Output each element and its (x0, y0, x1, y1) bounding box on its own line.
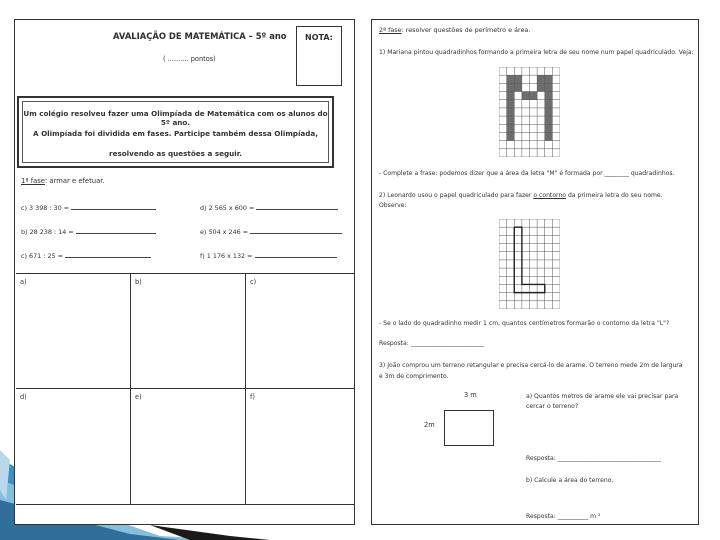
question-3a-answer: Resposta: __________________________________ (526, 455, 662, 462)
phase1-heading (21, 178, 105, 186)
dimension-top: 3 m (464, 391, 477, 399)
work-grid (16, 273, 354, 505)
cell-f-label: f) (250, 393, 255, 401)
problem-b: b) 28 238 : 14 = (21, 227, 156, 236)
question-1: 1) Mariana pintou quadradinhos formando a primeira letra de seu nome num papel quadriculado. Veja: (379, 49, 694, 56)
phase2-instruction: : resolver questões de perímetro e área. (401, 26, 531, 34)
dimension-left: 2m (424, 421, 435, 429)
worksheet-title: AVALIAÇÃO DE MATEMÁTICA – 5º ano (113, 31, 287, 41)
question-2-line-2: Observe: (379, 202, 407, 209)
cell-a-label: a) (20, 278, 27, 286)
intro-line-3: resolvendo as questões a seguir. (109, 149, 242, 158)
letter-l-grid (499, 219, 560, 309)
question-3-line-1: 3) João comprou um terreno retangular e precisa cercá-lo de arame. O terreno mede 2m de largura (379, 362, 683, 369)
intro-box (17, 96, 334, 168)
problem-c: c) 3 398 : 30 = (21, 203, 156, 212)
terrain-rectangle (444, 410, 494, 446)
problem-e: e) 504 x 246 = (200, 227, 342, 236)
question-3-line-2: e 3m de comprimento. (379, 373, 449, 380)
question-3b-answer: Resposta: __________ m ² (526, 513, 601, 520)
problem-c2: c) 671 : 25 = (21, 251, 151, 260)
question-1-complete: - Complete a frase: podemos dizer que a área da letra "M" é formada por ________ quadradinhos. (379, 170, 675, 177)
intro-line-1: Um colégio resolveu fazer uma Olimpíada de Matemática com os alunos do 5º ano. (23, 109, 328, 127)
intro-line-2: A Olimpíada foi dividida em fases. Participe também dessa Olimpíada, (33, 129, 318, 138)
question-2-line-1: 2) Leonardo usou o papel quadriculado para fazer o contorno da primeira letra do seu nome. (379, 192, 663, 199)
phase2-label: 2ª fase (379, 26, 402, 34)
question-3b: b) Calcule a área do terreno. (526, 477, 614, 484)
left-worksheet-page (14, 19, 355, 525)
points-field: ( .......... pontos) (163, 55, 216, 63)
phase2-heading (379, 27, 530, 34)
nota-label: NOTA: (305, 33, 333, 42)
right-worksheet-page (371, 19, 699, 525)
question-3a-line-2: cercar o terreno? (526, 403, 579, 410)
problem-f: f) 1 176 x 132 = (200, 251, 337, 260)
phase1-instruction: : armar e efetuar. (44, 177, 105, 185)
cell-b-label: b) (135, 278, 142, 286)
letter-m-grid (499, 67, 560, 157)
problem-d: d) 2 565 x 600 = (200, 203, 338, 212)
nota-box (296, 26, 342, 86)
cell-c-label: c) (250, 278, 257, 286)
question-3a-line-1: a) Quantos metros de arame ele vai precisar para (526, 393, 679, 400)
phase1-label: 1ª fase (21, 177, 45, 185)
question-2-answer: Resposta: ________________________ (379, 340, 484, 347)
question-2-prompt: - Se o lado do quadradinho medir 1 cm, quantos centímetros formarão o contorno da letra "L"? (379, 320, 670, 327)
cell-d-label: d) (20, 393, 27, 401)
cell-e-label: e) (135, 393, 142, 401)
